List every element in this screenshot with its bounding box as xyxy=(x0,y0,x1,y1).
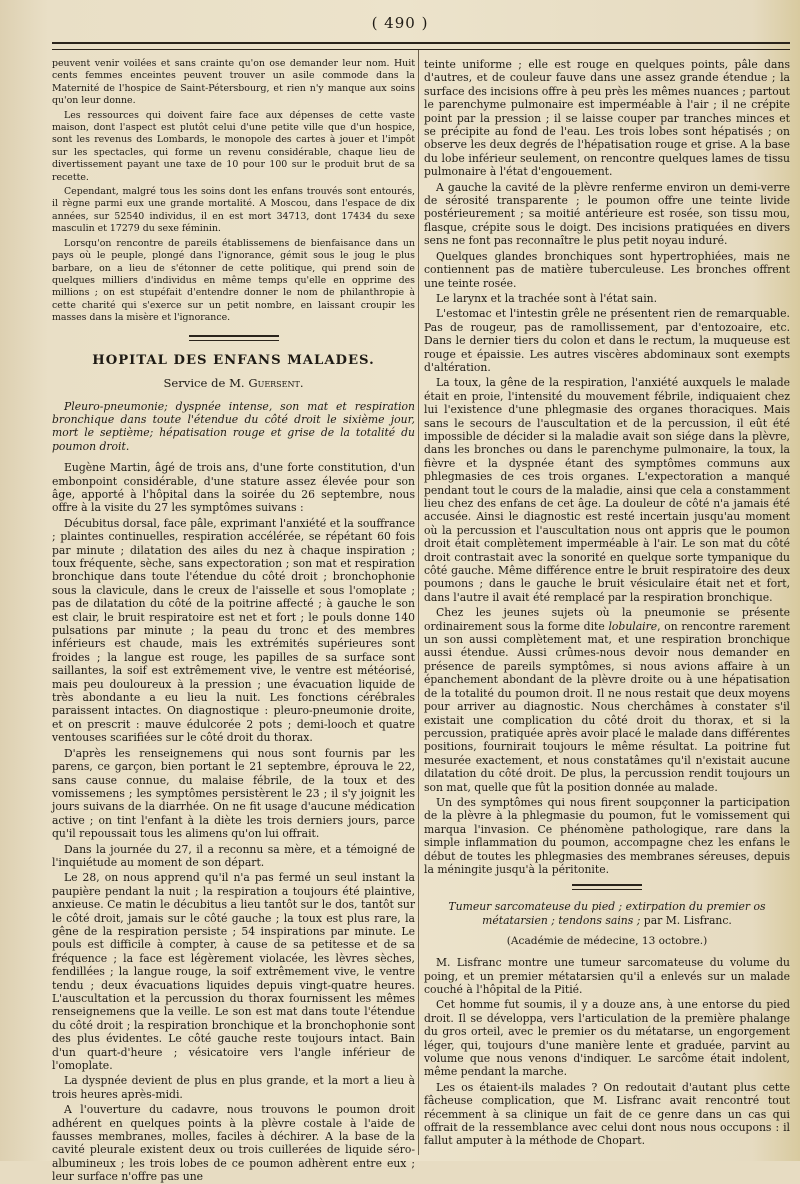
paragraph: Quelques glandes bronchiques sont hypertrophiées, mais ne contiennent pas de matière tuberculeuse. Les bronches offrent une teinte rosée. xyxy=(424,249,790,290)
paragraph: La toux, la gêne de la respiration, l'anxiété auxquels le malade était en proie, l'intensité du mouvement fébrile, indiquaient chez lui l'existence d'une phlegmasie des organes thoraciques. Mais sans le secours de l'auscultation et de la percussion, il eût été impossible de décider si la maladie avait son siége dans la plèvre, dans les bronches ou dans le parenchyme pulmonaire, la toux, la fièvre et la dyspnée étant des symptômes communs aux phlegmasies de ces trois organes. L'expectoration a manqué pendant tout le cours de la maladie, ainsi que cela a constamment lieu chez des enfans de cet âge. La douleur de côté n'a jamais été accusée. Ainsi le diagnostic est resté incertain jusqu'au moment où la percussion et l'auscultation nous ont appris que le poumon droit était complètement imperméable à l'air. Le son mat du côté droit contrastait avec la sonorité en quelque sorte tympanique du côté gauche. Même différence entre le bruit respiratoire des deux poumons ; dans le gauche le bruit vésiculaire était net et fort, dans l'autre il avait été remplacé par la respiration bronchique. xyxy=(424,376,790,604)
paragraph: A gauche la cavité de la plèvre renferme environ un demi-verre de sérosité transparente ; le poumon offre une teinte livide postérieurement ; sa moitié antérieure est rosée, son tissu mou, flasque, crépite sous le doigt. Des incisions pratiquées en divers sens ne font pas reconnaître le plus petit noyau induré. xyxy=(424,180,790,248)
paragraph: teinte uniforme ; elle est rouge en quelques points, pâle dans d'autres, et de couleur fauve dans une assez grande étendue ; la surface des incisions offre à peu près les mêmes nuances ; partout le parenchyme pulmonaire est imperméable à l'air ; il ne crépite point par la pression ; il se laisse couper par tranches minces et se précipite au fond de l'eau. Les trois lobes sont hépatisés ; on observe les deux degrés de l'hépatisation rouge et grise. A la base du lobe inférieur seulement, on rencontre quelques lames de tissu pulmonaire à l'état d'engouement. xyxy=(424,58,790,179)
case-title: Pleuro-pneumonie; dyspnée intense, son mat et respiration bronchique dans toute l'étendue du côté droit le sixième jour, mort le septième; hépatisation rouge et grise de la totalité du poumon droit. xyxy=(52,399,415,453)
service-label: Service de M. xyxy=(163,375,245,390)
header-rule xyxy=(52,42,790,50)
section-separator xyxy=(189,335,279,341)
service-line xyxy=(52,376,415,390)
case-body xyxy=(52,461,415,1184)
paragraph: M. Lisfranc montre une tumeur sarcomateuse du volume du poing, et un premier métatarsien qu'il a enlevés sur un malade couché à l'hôpital de la Pitié. xyxy=(424,956,790,996)
page-number: ( 490 ) xyxy=(371,14,429,32)
paragraph: Les ressources qui doivent faire face aux dépenses de cette vaste maison, dont l'aspect est plutôt celui d'une petite ville que d'un hospice, sont les revenus des Lombards, le monopole des cartes à jouer et l'impôt sur les spectacles, qui forme un revenu considérable, chaque lieu de divertissement payant une taxe de 10 pour 100 sur le produit brut de sa recette. xyxy=(52,109,415,183)
section-title: HOPITAL DES ENFANS MALADES. xyxy=(92,352,375,368)
article-body xyxy=(424,956,790,1148)
italic-term: lobulaire xyxy=(608,619,658,633)
column-divider xyxy=(418,50,419,1155)
paragraph: Le 28, on nous apprend qu'il n'a pas fermé un seul instant la paupière pendant la nuit ; la respiration a toujours été plaintive, anxieuse. Ce matin le décubitus a lieu tantôt sur le dos, tantôt sur le côté droit, jamais sur le côté gauche ; la toux est plus rare, la gêne de la respiration persiste ; 54 inspirations par minute. Le pouls est difficile à compter, à cause de sa petitesse et de sa fréquence ; la face est légèrement violacée, les lèvres sèches, fendillées ; la langue rouge, la soif extrêmement vive, le ventre tendu ; deux évacuations liquides depuis vingt-quatre heures. L'auscultation et la percussion du thorax fournissent les mêmes renseignemens que la veille. Le son est mat dans toute l'étendue du côté droit ; la respiration bronchique et la bronchophonie sont des plus évidentes. Le côté gauche reste toujours intact. Bain d'un quart-d'heure ; vésicatoire vers l'angle inférieur de l'omoplate. xyxy=(52,871,415,1073)
paragraph: Cependant, malgré tous les soins dont les enfans trouvés sont entourés, il règne parmi eux une grande mortalité. A Moscou, dans l'espace de dix années, sur 52540 individus, il en est mort 34713, dont 17434 du sexe masculin et 17279 du sexe féminin. xyxy=(52,186,415,235)
paragraph: Décubitus dorsal, face pâle, exprimant l'anxiété et la souffrance ; plaintes continuelles, respiration accélérée, se répétant 60 fois par minute ; dilatation des ailes du nez à chaque inspiration ; toux fréquente, sèche, sans expectoration ; son mat et respiration bronchique dans toute l'étendue du côté droit ; bronchophonie sous la clavicule, dans le creux de l'aisselle et sous l'omoplate ; pas de dilatation du côté de la poitrine affecté ; à gauche le son est clair, le bruit respiratoire est net et fort ; le pouls donne 140 pulsations par minute ; la peau du tronc et des membres inférieurs est chaude, mais les extrémités supérieures sont froides ; la langue est rouge, les papilles de sa surface sont saillantes, la soif est extrêmement vive, le ventre est météorisé, mais peu douloureux à la pression ; une évacuation liquide de très abondante a eu lieu la nuit. Les fonctions cérébrales paraissent intactes. On diagnostique : pleuro-pneumonie droite, et on prescrit : mauve édulcorée 2 pots ; demi-looch et quatre ventouses scarifiées sur le côté droit du thorax. xyxy=(52,516,415,745)
paragraph: Eugène Martin, âgé de trois ans, d'une forte constitution, d'un embonpoint considérable, d'une stature assez élevée pour son âge, apporté à l'hôpital dans la soirée du 26 septembre, nous offre à la visite du 27 les symptômes suivans : xyxy=(52,461,415,515)
article-title xyxy=(424,900,790,927)
text-run: , on rencontre rarement un son aussi complètement mat, et une respiration bronchique aussi étendue. Aussi crûmes-nous devoir nous demander en présence de pareils symptômes, si nous avions affaire à un épanchement abondant de la plèvre droite ou à une hépatisation de la totalité du poumon droit. Il ne nous restait que deux moyens pour arriver au diagnostic. Nous cherchâmes à constater s'il existait une complication du côté droit du thorax, et si la percussion, pratiquée après avoir placé le malade dans différentes positions, fournirait toujours le même résultat. La poitrine fut mesurée exactement, et nous constatâmes qu'il n'existait aucune dilatation du côté droit. De plus, la percussion rendit toujours un son mat, quelle que fût la position donnée au malade. xyxy=(424,619,790,794)
academy-line: (Académie de médecine, 13 octobre.) xyxy=(506,935,708,948)
paragraph: L'estomac et l'intestin grêle ne présentent rien de remarquable. Pas de rougeur, pas de ramollissement, par d'entozoaire, etc. Dans le dernier tiers du colon et dans le rectum, la muqueuse est rouge et épaissie. Les autres viscères abdominaux sont exempts d'altération. xyxy=(424,307,790,374)
paragraph: Les os étaient-ils malades ? On redoutait d'autant plus cette fâcheuse complication, que M. Lisfranc avait rencontré tout récemment à sa clinique un fait de ce genre dans un cas qui offrait de la ressemblance avec celui dont nous nous occupons : il fallut amputer à la méthode de Chopart. xyxy=(424,1080,790,1148)
left-column xyxy=(52,58,415,1184)
service-end: . xyxy=(299,375,304,390)
paragraph: Lorsqu'on rencontre de pareils établissemens de bienfaisance dans un pays où le peuple, plongé dans l'ignorance, gémit sous le joug le plus barbare, on a lieu de s'étonner de cette politique, qui prend soin de quelques milliers d'individus en même temps qu'elle en opprime des millions ; on est stupéfait d'entendre donner le nom de philanthropie à cette charité qui s'exerce sur un petit nombre, en laissant croupir les masses dans la misère et l'ignorance. xyxy=(52,237,415,324)
paragraph: Cet homme fut soumis, il y a douze ans, à une entorse du pied droit. Il se développa, vers l'articulation de la première phalange du gros orteil, avec le premier os du métatarse, un engorgement léger, qui, toujours d'une manière lente et graduée, parvint au volume que nous venons d'indiquer. Le sarcôme était indolent, même pendant la marche. xyxy=(424,998,790,1079)
service-doctor-name: Guersent xyxy=(248,375,300,390)
paragraph: La dyspnée devient de plus en plus grande, et la mort a lieu à trois heures après-midi. xyxy=(52,1074,415,1101)
right-column xyxy=(424,58,790,1158)
paragraph: D'après les renseignemens qui nous sont fournis par les parens, ce garçon, bien portant le 21 septembre, éprouva le 22, sans cause connue, du malaise fébrile, de la toux et des vomissemens ; les symptômes persistèrent le 23 ; il s'y joignit les jours suivans de la diarrhée. On ne fit usage d'aucune médication active ; on tint l'enfant à la diète les trois derniers jours, parce qu'il repoussait tous les alimens qu'on lui offrait. xyxy=(52,746,415,841)
article-author: par M. Lisfranc. xyxy=(643,913,732,927)
paragraph: Dans la journée du 27, il a reconnu sa mère, et a témoigné de l'inquiétude au moment de son départ. xyxy=(52,842,415,869)
article-title-text: Tumeur sarcomateuse du pied ; extirpation du premier os métatarsien ; tendons sains ; xyxy=(448,900,766,927)
paragraph: Le larynx et la trachée sont à l'état sain. xyxy=(436,291,658,305)
text-run: Chez les jeunes sujets où la pneumonie se présente ordinairement sous la forme dite xyxy=(424,606,790,633)
paragraph: Un des symptômes qui nous firent soupçonner la participation de la plèvre à la phlegmasie du poumon, fut le vomissement qui marqua l'invasion. Ce phénomène pathologique, rare dans la simple inflammation du poumon, accompagne chez les enfans le début de toutes les phlegmasies des membranes séreuses, depuis la méningite jusqu'à la péritonite. xyxy=(424,795,790,876)
paragraph: A l'ouverture du cadavre, nous trouvons le poumon droit adhérent en quelques points à la plèvre costale à l'aide de fausses membranes, molles, faciles à déchirer. A la base de la cavité pleurale existent deux ou trois cuillerées de liquide séro-albumineux ; les trois lobes de ce poumon adhèrent entre eux ; leur surface n'offre pas une xyxy=(52,1103,415,1184)
article-separator xyxy=(572,884,642,890)
paragraph: peuvent venir voilées et sans crainte qu'on ose demander leur nom. Huit cents femmes enceintes peuvent trouver un asile commode dans la Maternité de l'hospice de Saint-Pétersbourg, et rien n'y manque aux soins qu'on leur donne. xyxy=(52,58,415,107)
case-body-continued xyxy=(424,58,790,876)
intro-text xyxy=(52,58,415,325)
paragraph xyxy=(424,606,790,794)
